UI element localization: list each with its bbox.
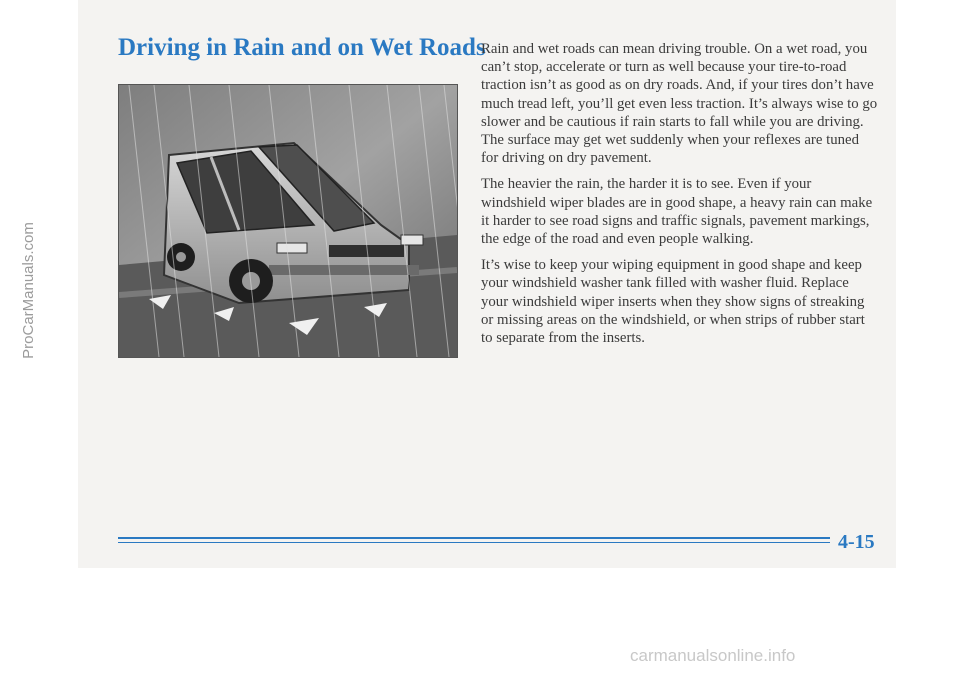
footer-rule [118, 537, 830, 539]
footer-rule-thin [118, 542, 830, 543]
paragraph-3: It’s wise to keep your wiping equipment in good shape and keep your windshield washer tank filled with washer fluid. Replace your windshield wiper inserts when they show signs of streaking or missing areas on the windshield, or when strips of rubber start to separate from the inserts. [481, 257, 865, 347]
minivan-rain-illustration [118, 84, 458, 358]
section-title: Driving in Rain and on Wet Roads [118, 34, 486, 61]
paragraph-2: The heavier the rain, the harder it is to see. Even if your windshield wiper blades are in good shape, a heavy rain can make it harder to see road signs and traffic signals, pavement markings, the edge of the road and even people walking. [481, 176, 873, 248]
paragraph-1: Rain and wet roads can mean driving trouble. On a wet road, you can’t stop, accelerate or turn as well because your tire-to-road traction isn’t as good as on dry roads. And, if your tires don’t have much tread left, you’ll get even less traction. It’s always wise to go slower and be cautious if rain starts to fall while you are driving. The surface may get wet suddenly when your reflexes are tuned for driving on dry pavement. [481, 41, 878, 167]
side-watermark-text: ProCarManuals.com [19, 221, 37, 359]
body-text [481, 40, 879, 355]
side-watermark [18, 205, 38, 375]
footer-watermark: carmanualsonline.info [630, 646, 796, 665]
page-number: 4-15 [838, 531, 875, 553]
minivan-rain-drawing [119, 85, 457, 357]
